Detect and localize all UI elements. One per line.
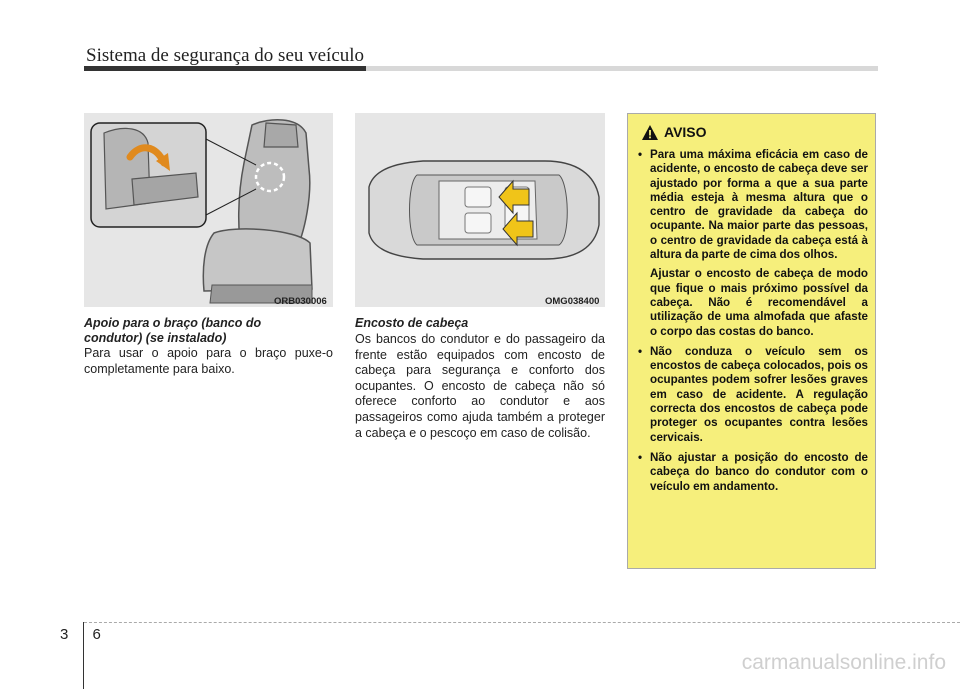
header-rule-accent (84, 66, 366, 71)
footer-dashed-rule (84, 622, 960, 623)
page-number: 3 6 (60, 626, 111, 643)
headrest-body-text: Os bancos do condutor e do passageiro da frente estão equipados com encosto de cabeça para segurança e conforto dos ocupantes. O encosto de cabeça não só oferece conforto ao condutor e aos passageiros como ajuda também a proteger a cabeça e o pescoço em caso de colisão. (355, 332, 605, 440)
headrest-car-illustration (355, 113, 605, 307)
page-header-title: Sistema de segurança do seu veículo (86, 45, 365, 66)
car-top-view-drawing (355, 113, 605, 307)
warning-box (627, 113, 876, 569)
warning-item-text: • Para uma máxima eficácia em caso de acidente, o encosto de cabeça deve ser ajustado por forma a que a sua parte média esteja à mesma altura que o centro de gravidade da cabeça do ocupante. Na maior parte das pessoas, o centro de gravidade da cabeça está à altura da parte de cima dos olhos. (650, 148, 868, 262)
watermark: carmanualsonline.info (741, 651, 946, 674)
armrest-body-text: Para usar o apoio para o braço puxe-o completamente para baixo. (84, 346, 333, 376)
warning-list (636, 148, 868, 500)
armrest-illustration (84, 113, 333, 307)
middle-image-code: OMG038400 (545, 296, 600, 307)
warning-triangle-icon (642, 125, 658, 140)
warning-item (636, 451, 868, 494)
headrest-caption-title: Encosto de cabeça (355, 316, 469, 330)
warning-item-text-2: Ajustar o encosto de cabeça de modo que fique o mais próximo possível da cabeça. Não é recomendável a utilização de uma almofada que afaste o corpo das costas do banco. (650, 267, 868, 338)
armrest-caption-title: Apoio para o braço (banco do condutor) (se instalado) (84, 316, 262, 345)
seat-armrest-drawing (84, 113, 333, 307)
warning-title: AVISO (664, 124, 707, 140)
warning-header (642, 124, 707, 140)
left-image-code: ORB030006 (274, 296, 327, 307)
warning-item-text: • Não conduza o veículo sem os encostos de cabeça colocados, pois os ocupantes podem sofrer lesões graves em caso de acidente. A regulação correcta dos encostos de cabeça pode proteger os ocupantes contra lesões cervicais. (650, 344, 868, 444)
warning-item (636, 148, 868, 339)
warning-item-text: • Não ajustar a posição do encosto de cabeça do banco do condutor com o veículo em andamento. (650, 450, 868, 493)
warning-item (636, 345, 868, 445)
